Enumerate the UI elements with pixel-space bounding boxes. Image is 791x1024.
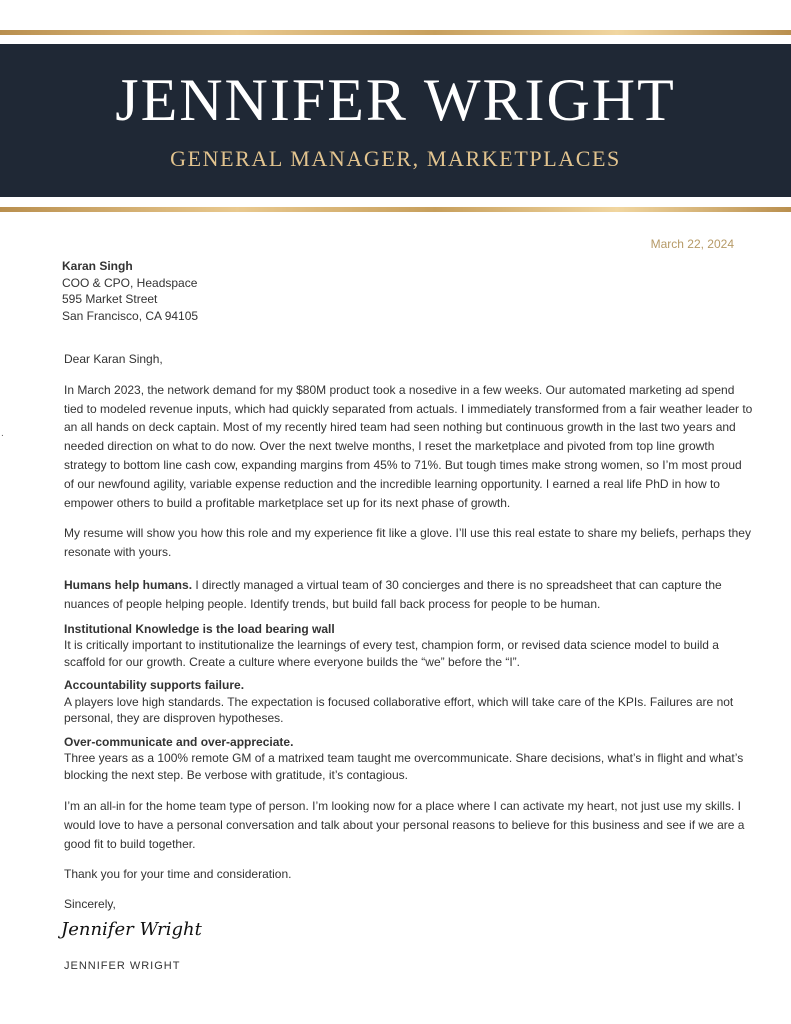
paragraph-beliefs-intro: My resume will show you how this role and my experience fit like a glove. I’ll use this real estate to share my beliefs, perhaps they resonate with yours.: [64, 526, 751, 560]
margin-dot: .: [1, 428, 4, 439]
recipient-block: [62, 258, 198, 324]
belief-text: It is critically important to institutionalize the learnings of every test, champion form, or revised data science model to build a scaffold for our growth. Create a culture where everyone builds the “we” before the “I”.: [64, 638, 719, 669]
belief-heading: Institutional Knowledge is the load bearing wall: [64, 621, 335, 636]
applicant-name: JENNIFER WRIGHT: [115, 67, 676, 133]
applicant-title: GENERAL MANAGER, MARKETPLACES: [170, 146, 621, 171]
top-gold-rule: [0, 30, 791, 35]
paragraph-closing: I’m an all-in for the home team type of person. I’m looking now for a place where I can activate my heart, not just use my skills. I would love to have a personal conversation and talk about your personal reasons to believe for this business and see if we are a good fit to build together.: [64, 799, 745, 851]
recipient-name: Karan Singh: [62, 259, 133, 273]
salutation: Dear Karan Singh,: [64, 352, 163, 366]
belief-knowledge: [64, 621, 754, 671]
belief-text: A players love high standards. The expectation is focused collaborative effort, which will take care of the KPIs. Failures are not personal, they are disproven hypotheses.: [64, 694, 734, 726]
letter-date: March 22, 2024: [650, 237, 734, 251]
belief-text: I directly managed a virtual team of 30 concierges and there is no spreadsheet that can capture the nuances of people helping people. Identify trends, but build fall back process for people to be human.: [64, 577, 722, 611]
recipient-street: 595 Market Street: [62, 292, 158, 306]
bottom-gold-rule: [0, 207, 791, 212]
belief-humans: [64, 576, 754, 614]
recipient-role: COO & CPO, Headspace: [62, 275, 198, 290]
thanks-line: Thank you for your time and consideration.: [64, 867, 292, 882]
paragraph-intro: In March 2023, the network demand for my $80M product took a nosedive in a few weeks. Our automated marketing ad spend tied to modeled revenue inputs, which had quickly separated from actuals. I immediately transformed from a fair weather leader to an all hands on deck captain. Most of my recently hired team had seen nothing but continuous growth in the last two years and needed direction on what to do now. Over the next twelve months, I reset the marketplace and pivoted from top line growth strategy to bottom line cash cow, expanding margins from 45% to 71%. But tough times make strong women, so I’m most proud of our newfound agility, variable expense reduction and the incredible learning opportunity. I earned a real life PhD in how to empower others to build a profitable marketplace set up for its next phase of growth.: [64, 382, 753, 510]
belief-text: Three years as a 100% remote GM of a matrixed team taught me overcommunicate. Share decisions, what’s in flight and what’s blocking the next step. Be verbose with gratitude, it’s contagious.: [64, 751, 744, 782]
belief-heading: Accountability supports failure.: [64, 678, 245, 693]
typed-name: JENNIFER WRIGHT: [64, 960, 181, 972]
belief-communicate: [64, 734, 754, 784]
letter-body: [64, 350, 754, 884]
header-banner: [0, 44, 791, 197]
belief-accountability: [64, 677, 754, 727]
belief-heading: Over-communicate and over-appreciate.: [64, 734, 294, 749]
sign-off: Sincerely,: [64, 897, 116, 911]
handwritten-signature: Jennifer Wright: [61, 919, 202, 940]
recipient-city: San Francisco, CA 94105: [62, 308, 199, 323]
belief-heading: Humans help humans.: [64, 577, 193, 592]
